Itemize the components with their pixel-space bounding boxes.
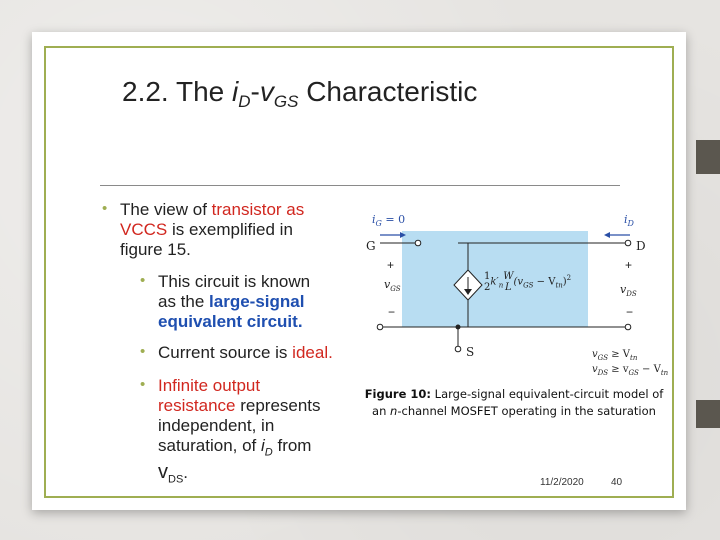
title-underline (100, 185, 620, 186)
bullet-dot-2: • (140, 272, 146, 289)
saturation-conditions: $v_{GS} \ge V_{tn}$ $v_{DS} \ge v_{GS} - V_{tn}$ (592, 349, 669, 377)
gate-terminal (415, 240, 421, 246)
edge-tab-bottom (696, 400, 720, 428)
bullet-3-text: Current source is ideal. (158, 343, 333, 362)
vgs-plus: + (387, 258, 395, 272)
drain-terminal (625, 240, 631, 246)
drain-bottom-terminal (625, 324, 631, 330)
bullet-dot-4: • (140, 376, 146, 393)
drain-label: D (636, 239, 646, 253)
id-arrow-head (604, 232, 610, 238)
bullet-4-text: Infinite output resistance represents independent, in saturation, of $i_D$ from $v_{DS}$. (158, 376, 321, 486)
figure-caption: Figure 10: Large-signal equivalent-circuit model of an n-channel MOSFET operating in the saturation (364, 387, 664, 418)
vgs-label: $v_{GS}$ (384, 278, 401, 294)
vds-plus: + (625, 258, 633, 272)
vds-label: $v_{DS}$ (620, 283, 637, 299)
vds-minus: − (626, 305, 634, 319)
bullet-dot-1: • (102, 200, 108, 217)
source-terminal (455, 346, 461, 352)
slide-title: 2.2. The $i_D-v_{GS}$ Characteristic (122, 76, 478, 111)
bullet-dot-3: • (140, 343, 146, 360)
gate-label: G (366, 239, 376, 253)
bullet-1-text: The view of transistor as VCCS is exemplified in figure 15. (120, 200, 305, 259)
circuit-figure (360, 213, 669, 383)
source-label: S (466, 345, 475, 359)
id-label: $i_D$ (624, 213, 634, 229)
footer-page-number: 40 (611, 477, 623, 488)
edge-tab-top (696, 140, 720, 174)
current-formula: 1 $2k'_nW$ L $(v_{GS} - V_{tn})^2$ (484, 271, 572, 293)
ig-label: $i_G = 0$ (372, 213, 406, 229)
gate-bottom-terminal (377, 324, 383, 330)
footer-date: 11/2/2020 (540, 477, 584, 488)
vgs-minus: − (388, 305, 396, 319)
bullet-2-text: This circuit is known as the large-signal equivalent circuit. (158, 272, 311, 331)
